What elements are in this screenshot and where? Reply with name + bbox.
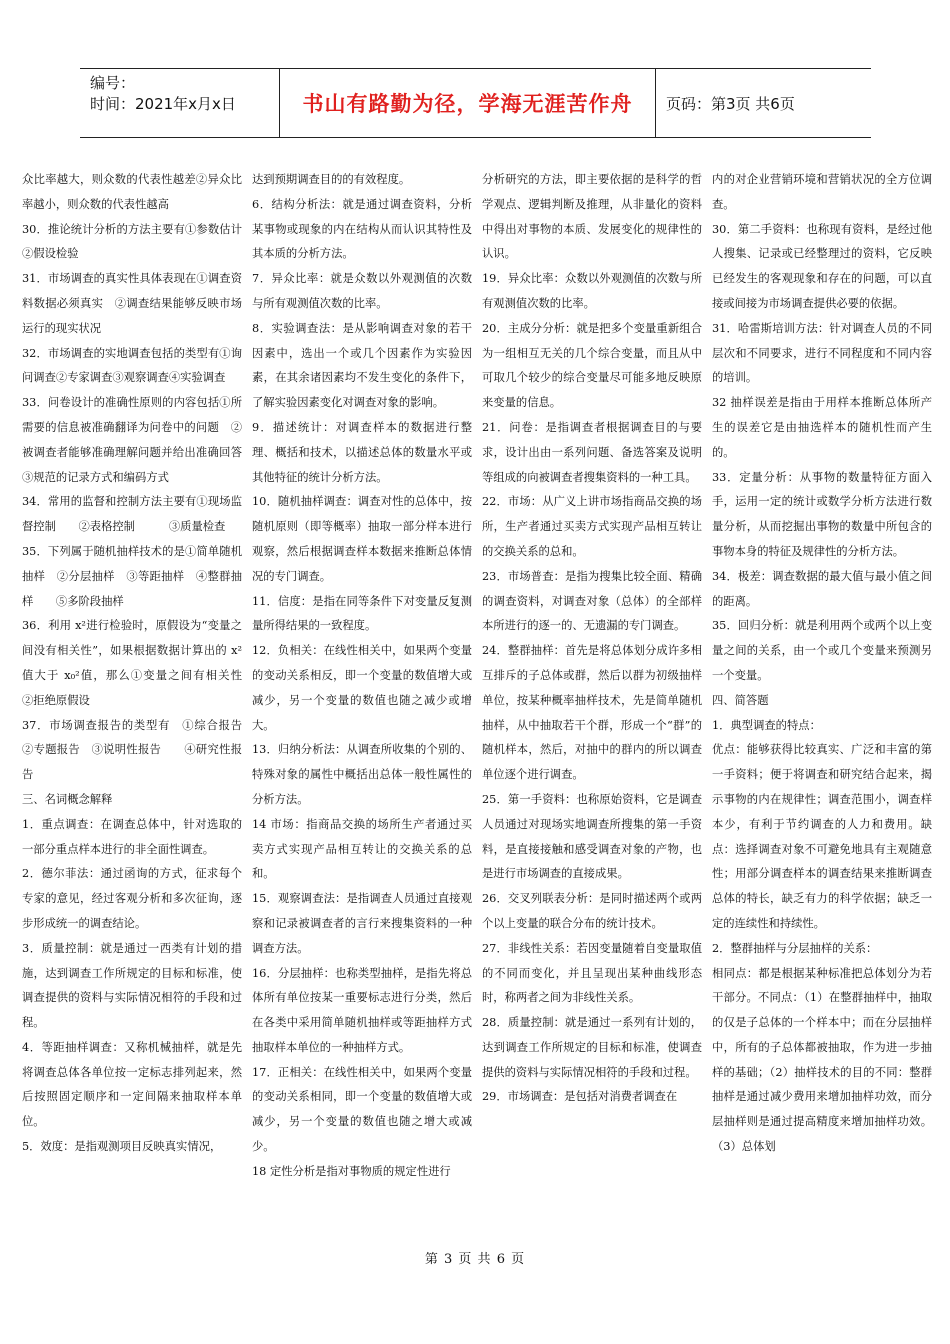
paragraph: 10．随机抽样调查：调查对性的总体中，按随机原则（即等概率）抽取一部分样本进行观察，然后根据调查样本数据来推断总体情况的专门调查。 <box>252 495 472 583</box>
time-label: 时间：2021年x月x日 <box>90 95 236 113</box>
paragraph: 20．主成分分析：就是把多个变量重新组合为一组相互无关的几个综合变量，而且从中可取几个较少的综合变量尽可能多地反映原来变量的信息。 <box>482 321 702 410</box>
paragraph: 25．第一手资料：也称原始资料，它是调查人员通过对现场实地调查所搜集的第一手资料，是直接接触和感受调查对象的产物，也是进行市场调查的直接成果。 <box>482 792 702 881</box>
paragraph: 16．分层抽样：也称类型抽样，是指先将总体所有单位按某一重要标志进行分类，然后在各类中采用简单随机抽样或等距抽样方式抽取样本单位的一种抽样方式。 <box>252 966 472 1054</box>
paragraph: 34．极差：调查数据的最大值与最小值之间的距离。 <box>712 569 932 608</box>
serial-label: 编号： <box>90 74 136 92</box>
paragraph: 35．下列属于随机抽样技术的是①简单随机抽样 ②分层抽样 ③等距抽样 ④整群抽样 ⑤多阶段抽样 <box>22 544 242 608</box>
paragraph: 7．异众比率：就是众数以外观测值的次数与所有观测值次数的比率。 <box>252 272 472 310</box>
header-page-cell <box>656 69 871 137</box>
paragraph: 11．信度：是指在同等条件下对变量反复测量所得结果的一致程度。 <box>252 594 472 633</box>
paragraph: 21．问卷：是指调查者根据调查目的与要求，设计出由一系列问题、备选答案及说明等组成的向被调查者搜集资料的一种工具。 <box>482 420 702 484</box>
paragraph: 12．负相关：在线性相关中，如果两个变量的变动关系相反，即一个变量的数值增大或减少，另一个变量的数值也随之减少或增大。 <box>252 644 472 732</box>
paragraph: 9．描述统计：对调查样本的数据进行整理、概括和技术，以描述总体的数量水平或其他特征的统计分析方法。 <box>252 420 472 484</box>
paragraph: 6．结构分析法：就是通过调查资料，分析某事物或现象的内在结构从而认识其特性及其本质的分析方法。 <box>252 197 472 261</box>
paragraph: 2．整群抽样与分层抽样的关系： <box>712 941 878 955</box>
paragraph: 33．定量分析：从事物的数量特征方面入手，运用一定的统计或数学分析方法进行数量分析，从而挖掘出事物的数量中所包含的事物本身的特征及规律性的分析方法。 <box>712 470 932 558</box>
page-footer: 第 3 页 共 6 页 <box>424 1252 526 1267</box>
paragraph: 30．第二手资料：也称现有资料，是经过他人搜集、记录或已经整理过的资料，它反映已经发生的客观现象和存在的问题，可以直接或间接为市场调查提供必要的依据。 <box>712 222 932 310</box>
paragraph: 5．效度：是指观测项目反映真实情况， <box>22 1140 222 1154</box>
paragraph: 四、简答题 <box>712 693 769 707</box>
paragraph: 35．回归分析：就是利用两个或两个以上变量之间的关系，由一个或几个变量来预测另一个变量。 <box>712 619 932 682</box>
paragraph: 19．异众比率：众数以外观测值的次数与所有观测值次数的比率。 <box>482 272 702 310</box>
paragraph: 31．市场调查的真实性具体表现在①调查资料数据必须真实 ②调查结果能够反映市场运行的现实状况 <box>22 272 242 335</box>
column-1 <box>22 168 242 1243</box>
paragraph: 37．市场调查报告的类型有 ①综合报告 ②专题报告 ③说明性报告 ④研究性报告 <box>22 718 242 782</box>
paragraph: 相同点：都是根据某种标准把总体划分为若干部分。不同点：（1）在整群抽样中，抽取的仅是子总体的一个样本中；而在分层抽样中，所有的子总体都被抽取，作为进一步抽样的基础；（2）抽样技术的目的不同：整群抽样是通过减少费用来增加抽样功效，而分层抽样则是通过提高精度来增加抽样功效。（3）总体划 <box>712 966 932 1154</box>
paragraph: 33．问卷设计的准确性原则的内容包括①所需要的信息被准确翻译为问卷中的问题 ②被调查者能够准确理解问题并给出准确回答 ③规范的记录方式和编码方式 <box>22 396 242 484</box>
paragraph: 17．正相关：在线性相关中，如果两个变量的变动关系相同，即一个变量的数值增大或减少，另一个变量的数值也随之增大或减少。 <box>252 1065 472 1154</box>
paragraph: 3．质量控制：就是通过一西类有计划的措施，达到调查工作所规定的目标和标准，使调查提供的资料与实际情况相符的手段和过程。 <box>22 941 242 1030</box>
paragraph: 31．哈雷斯培训方法：针对调查人员的不同层次和不同要求，进行不同程度和不同内容的培训。 <box>712 321 932 385</box>
paragraph: 1．重点调查：在调查总体中，针对选取的一部分重点样本进行的非全面性调查。 <box>22 817 242 856</box>
motto: 书山有路勤为径，学海无涯苦作舟 <box>302 92 633 116</box>
paragraph: 达到预期调查目的的有效程度。 <box>252 173 411 186</box>
paragraph: 优点：能够获得比较真实、广泛和丰富的第一手资料；便于将调查和研究结合起来，揭示事物的内在规律性；调查范围小，调查样本少，有利于节约调查的人力和费用。缺点：选择调查对象不可避免地具有主观随意性；用部分调查样本的调查结果来推断调查总体的特长，缺乏有力的科学依据；缺乏一定的连续性和持续性。 <box>712 743 932 930</box>
paragraph: 32 抽样误差是指由于用样本推断总体所产生的误差它是由抽选样本的随机性而产生的。 <box>712 396 932 459</box>
column-4 <box>712 168 932 1243</box>
paragraph: 内的对企业营销环境和营销状况的全方位调查。 <box>712 173 932 211</box>
column-2 <box>252 168 472 1243</box>
body-columns <box>22 168 932 1243</box>
paragraph: 22．市场：从广义上讲市场指商品交换的场所，生产者通过买卖方式实现产品相互转让的交换关系的总和。 <box>482 495 702 558</box>
paragraph: 27．非线性关系：若因变量随着自变量取值的不同而变化，并且呈现出某种曲线形态时，称两者之间为非线性关系。 <box>482 941 702 1005</box>
paragraph: 4．等距抽样调查：又称机械抽样，就是先将调查总体各单位按一定标志排列起来，然后按照固定顺序和一定间隔来抽取样本单位。 <box>22 1040 242 1129</box>
paragraph: 8．实验调查法：是从影响调查对象的若干因素中，选出一个或几个因素作为实验因素，在其余诸因素均不发生变化的条件下，了解实验因素变化对调查对象的影响。 <box>252 321 472 410</box>
paragraph: 众比率越大，则众数的代表性越差②异众比率越小，则众数的代表性越高 <box>22 173 242 211</box>
paragraph: 13．归纳分析法：从调查所收集的个别的、特殊对象的属性中概括出总体一般性属性的分析方法。 <box>252 743 472 806</box>
page-label: 页码：第3页 共6页 <box>666 94 795 113</box>
paragraph: 18 定性分析是指对事物质的规定性进行 <box>252 1164 451 1178</box>
paragraph: 14 市场：指商品交换的场所生产者通过买卖方式实现产品相互转让的交换关系的总和。 <box>252 817 472 881</box>
paragraph: 34．常用的监督和控制方法主要有①现场监督控制 ②表格控制 ③质量检查 <box>22 495 242 534</box>
paragraph: 32．市场调查的实地调查包括的类型有①询问调查②专家调查③观察调查④实验调查 <box>22 346 242 385</box>
paragraph: 30．推论统计分析的方法主要有①参数估计 ②假设检验 <box>22 222 242 261</box>
paragraph: 2．德尔菲法：通过函询的方式，征求每个专家的意见，经过客观分析和多次征询，逐步形成统一的调查结论。 <box>22 867 242 930</box>
paragraph: 1．典型调查的特点： <box>712 718 821 732</box>
paragraph: 23．市场普查：是指为搜集比较全面、精确的调查资料，对调查对象（总体）的全部样本所进行的逐一的、无遗漏的专门调查。 <box>482 569 702 633</box>
paragraph: 分析研究的方法，即主要依据的是科学的哲学观点、逻辑判断及推理，从非量化的资料中得出对事物的本质、发展变化的规律性的认识。 <box>482 173 702 261</box>
paragraph: 28．质量控制：就是通过一系列有计划的，达到调查工作所规定的目标和标准，使调查提供的资料与实际情况相符的手段和过程。 <box>482 1016 702 1079</box>
paragraph: 15．观察调查法：是指调查人员通过直接观察和记录被调查者的言行来搜集资料的一种调查方法。 <box>252 892 472 955</box>
header-info <box>80 69 280 137</box>
paragraph: 26．交叉列联表分析：是同时描述两个或两个以上变量的联合分布的统计技术。 <box>482 892 702 930</box>
paragraph: 36．利用 x²进行检验时，原假设为“变量之间没有相关性”，如果根据数据计算出的 x²值大于 x₀²值，那么①变量之间有相关性 ②拒绝原假设 <box>22 619 242 707</box>
page-header <box>80 68 871 138</box>
paragraph: 29．市场调查：是包括对消费者调查在 <box>482 1090 678 1104</box>
header-motto-cell <box>280 69 656 137</box>
column-3 <box>482 168 702 1243</box>
paragraph: 24．整群抽样：首先是将总体划分成许多相互排斥的子总体或群，然后以群为初级抽样单位，按某种概率抽样技术，先是简单随机抽样，从中抽取若干个群，形成一个“群”的随机样本，然后，对抽中的群内的所以调查单位逐个进行调查。 <box>482 644 702 782</box>
paragraph: 三、名词概念解释 <box>22 792 113 806</box>
